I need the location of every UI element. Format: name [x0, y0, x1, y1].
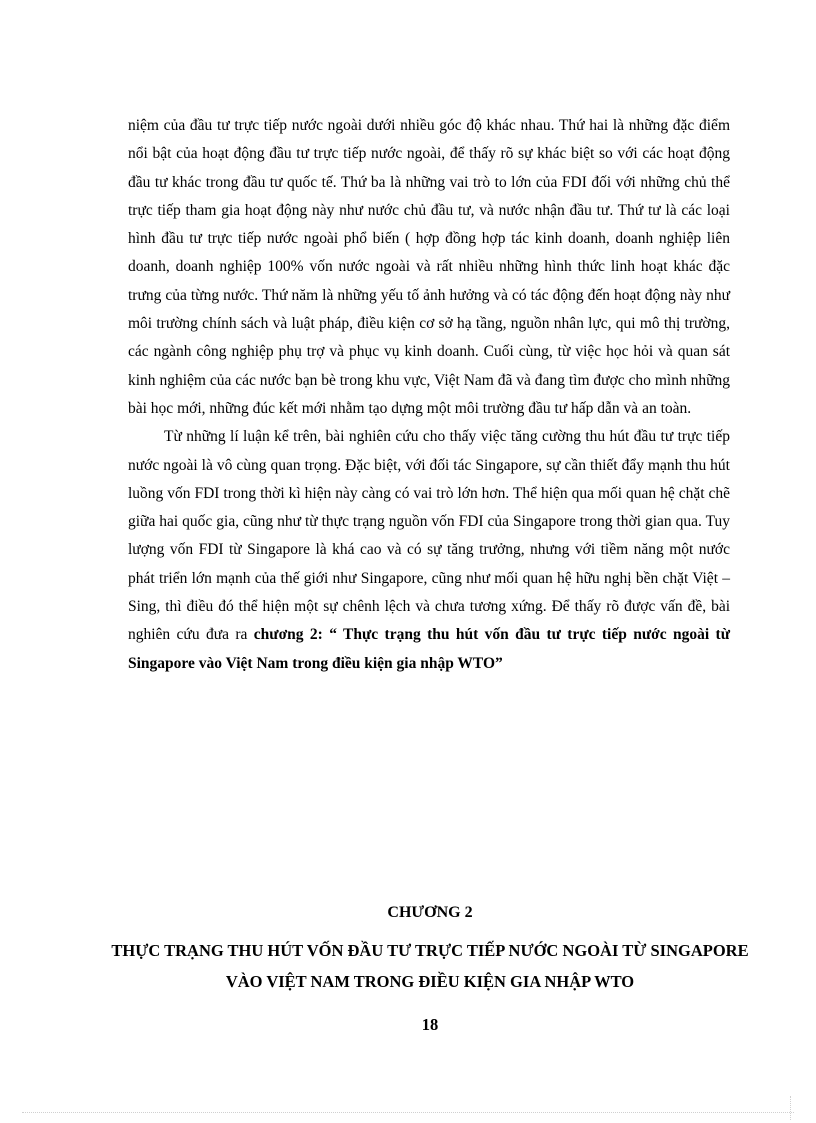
- page-border-dotted: [22, 1112, 794, 1113]
- page-number: 18: [421, 1015, 439, 1034]
- document-body: [128, 112, 730, 678]
- chapter-number: CHƯƠNG 2: [387, 904, 473, 921]
- chapter-reference: chương 2: “ Thực trạng thu hút vốn đầu tư trực tiếp nước ngoài từ Singapore vào Việt Nam trong điều kiện gia nhập WTO”: [128, 626, 731, 672]
- paragraph-conclusion: [128, 423, 730, 678]
- chapter-title: THỰC TRẠNG THU HÚT VỐN ĐẦU TƯ TRỰC TIẾP NƯỚC NGOÀI TỪ SINGAPORE VÀO VIỆT NAM TRONG ĐIỀU KIỆN GIA NHẬP WTO: [111, 941, 749, 991]
- paragraph-summary: niệm của đầu tư trực tiếp nước ngoài dưới nhiều góc độ khác nhau. Thứ hai là những đặc điểm nổi bật của hoạt động đầu tư trực tiếp nước ngoài, để thấy rõ sự khác biệt so với các hoạt động đầu tư khác trong đầu tư quốc tế. Thứ ba là những vai trò to lớn của FDI đối với những chủ thể trực tiếp tham gia hoạt động này như nước chủ đầu tư, và nước nhận đầu tư. Thứ tư là các loại hình đầu tư trực tiếp nước ngoài phổ biến ( hợp đồng hợp tác kinh doanh, doanh nghiệp liên doanh, doanh nghiệp 100% vốn nước ngoài và rất nhiều những hình thức linh hoạt khác đặc trưng của từng nước. Thứ năm là những yếu tố ảnh hưởng và có tác động đến hoạt động này như môi trường chính sách và luật pháp, điều kiện cơ sở hạ tầng, nguồn nhân lực, qui mô thị trường, các ngành công nghiệp phụ trợ và phục vụ kinh doanh. Cuối cùng, từ việc học hỏi và quan sát kinh nghiệm của các nước bạn bè trong khu vực, Việt Nam đã và đang tìm được cho mình những bài học mới, những đúc kết mới nhằm tạo dựng một môi trường đầu tư hấp dẫn và an toàn.: [128, 117, 730, 417]
- paragraph-conclusion-text: Từ những lí luận kể trên, bài nghiên cứu cho thấy việc tăng cường thu hút đầu tư trực tiếp nước ngoài là vô cùng quan trọng. Đặc biệt, với đối tác Singapore, sự cần thiết đẩy mạnh thu hút luồng vốn FDI trong thời kì hiện này càng có vai trò lớn hơn. Thể hiện qua mối quan hệ chặt chẽ giữa hai quốc gia, cũng như từ thực trạng nguồn vốn FDI của Singapore trong thời gian qua. Tuy lượng vốn FDI từ Singapore là khá cao và có sự tăng trưởng, nhưng với tiềm năng một nước phát triển lớn mạnh của thế giới như Singapore, cũng như mối quan hệ hữu nghị bền chặt Việt – Sing, thì điều đó thể hiện một sự chênh lệch và chưa tương xứng. Để thấy rõ được vấn đề, bài nghiên cứu đưa ra: [128, 428, 730, 644]
- page-border-side: [790, 1096, 791, 1120]
